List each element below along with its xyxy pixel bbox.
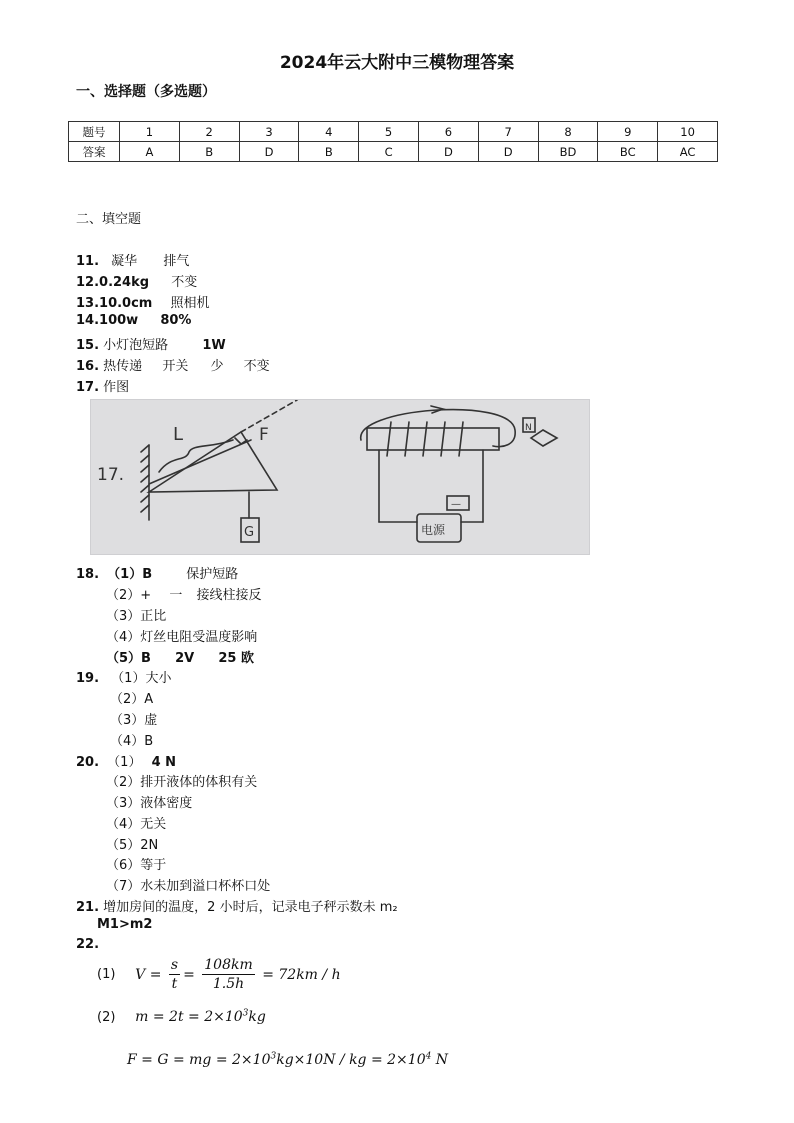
answer-line-19-2: （2）A [110,692,154,707]
figure-label-N: N [525,423,532,433]
answer-text: 保护短路 [186,567,239,582]
header-cell: 题号 [69,122,120,142]
question-number: 22. [76,937,100,952]
answer-line-19-3: （3）虚 [110,713,158,728]
number-cell: 1 [120,122,180,142]
answer-line-16 [76,355,270,374]
answer-line-15 [76,334,226,353]
answer-text: 0.24kg [99,275,150,290]
formula-lhs: V = [135,966,162,983]
numerator: 108km [204,957,253,973]
question-number: 19. [76,671,100,686]
answer-line-19-4: （4）B [110,734,154,749]
denominator: t [171,976,178,992]
answer-text: 增加房间的温度，2 小时后，记录电子秤示数未 m₂ [103,900,398,915]
answer-text: （5）B [106,651,151,666]
part-label: (2) [97,1009,116,1025]
header-cell: 答案 [69,142,120,162]
answer-line-11 [76,250,189,269]
table-row-numbers [69,122,718,142]
answer-text: 80% [160,313,192,328]
formula-22-3 [127,1049,448,1068]
answer-cell: BC [598,142,658,162]
number-cell: 4 [299,122,359,142]
answer-line-12 [76,271,197,290]
answer-cell: B [299,142,359,162]
part-label: (1) [97,967,116,982]
answer-text: 1W [202,338,226,353]
answer-text: 凝华 [111,254,138,269]
number-cell: 9 [598,122,658,142]
formula-text [135,1009,266,1025]
answer-line-20-5: （5）2N [106,838,159,853]
question-number: 18. [76,567,100,582]
answer-text: 4 N [151,755,177,770]
answer-cell: C [359,142,419,162]
answer-text: 接线柱接反 [196,588,262,603]
answer-text: 开关 [162,359,189,374]
answer-text: 一 [169,588,183,603]
exponent: 3 [242,1008,249,1018]
answer-text: 不变 [243,359,270,374]
answer-cell: A [120,142,180,162]
question-number: 13. [76,296,100,311]
table-row-answers [69,142,718,162]
equals: = [183,966,195,983]
answer-line-18-5 [106,647,254,666]
answer-table [68,121,718,162]
number-cell: 3 [239,122,299,142]
answer-line-21-b: M1>m2 [97,917,153,932]
number-cell: 5 [359,122,419,142]
formula-22-2 [97,1008,266,1025]
exponent: 3 [270,1051,277,1062]
answer-line-13 [76,292,210,311]
section-choice-heading: 一、选择题（多选题） [76,84,216,100]
question-number: 15. [76,338,100,353]
figure-label-L: L [173,424,184,445]
answer-text: 照相机 [170,296,210,311]
figure-label-power: 电源 [421,523,446,537]
answer-line-19-1 [76,667,171,686]
numerator: s [170,957,179,973]
answer-line-18-1 [76,563,238,582]
answer-text: （1） [107,755,142,770]
figure-label-minus: — [451,499,461,510]
answer-text: （1）大小 [111,671,172,686]
question-number: 16. [76,359,100,374]
answer-text: （1）B [107,567,153,582]
number-cell: 8 [538,122,598,142]
answer-text: 排气 [163,254,190,269]
formula-text [127,1052,448,1068]
formula-unit: N [435,1052,449,1068]
number-cell: 2 [179,122,239,142]
answer-line-20-1 [76,751,176,770]
question-number: 14. [76,313,100,328]
answer-line-22 [76,937,99,952]
formula-result: = 72km / h [262,966,341,983]
answer-line-20-2: （2）排开液体的体积有关 [106,775,258,790]
answer-line-20-6: （6）等于 [106,858,167,873]
formula-unit: kg [248,1008,266,1025]
answer-cell: BD [538,142,598,162]
figure-label-17: 17. [97,465,125,485]
page-title: 2024年云大附中三模物理答案 [279,53,515,73]
figure-label-G: G [244,525,255,540]
answer-text: 少 [210,359,224,374]
answer-line-20-7: （7）水未加到溢口杯杯口处 [106,879,271,894]
answer-text: 热传递 [103,359,143,374]
answer-line-18-4: （4）灯丝电阻受温度影响 [106,630,258,645]
answer-line-21 [76,896,398,915]
question-number: 12. [76,275,100,290]
answer-text: 2V [175,651,195,666]
answer-line-14 [76,313,191,328]
answer-cell: AC [658,142,718,162]
question-number: 17. [76,380,100,395]
fraction-distance-time [202,957,254,992]
answer-cell: D [239,142,299,162]
answer-cell: D [478,142,538,162]
formula-part: F = G = mg = 2×10 [127,1052,271,1068]
formula-part: kg×10N / kg = 2×10 [276,1052,426,1068]
number-cell: 10 [658,122,718,142]
number-cell: 6 [418,122,478,142]
answer-line-18-3: （3）正比 [106,609,167,624]
formula-text [135,957,341,992]
question-number: 20. [76,755,100,770]
hand-drawn-figure [90,399,590,555]
answer-text: （2）+ [106,588,152,603]
answer-line-18-2 [106,584,261,603]
answer-text: 10.0cm [99,296,153,311]
fraction-s-t [169,957,180,992]
figure-drawing [91,400,589,554]
exponent: 4 [425,1051,432,1062]
number-cell: 7 [478,122,538,142]
answer-text: 100w [99,313,139,328]
figure-label-F: F [259,425,269,445]
answer-text: 25 欧 [218,651,254,666]
answer-text: 作图 [103,380,130,395]
answer-cell: D [418,142,478,162]
answer-line-17 [76,376,129,395]
answer-line-20-4: （4）无关 [106,817,167,832]
answer-line-20-3: （3）液体密度 [106,796,193,811]
question-number: 11. [76,254,100,269]
section-fill-heading: 二、填空题 [76,212,142,227]
denominator: 1.5h [212,976,245,992]
answer-text: 不变 [171,275,198,290]
formula-22-1 [97,957,341,992]
formula-part: m = 2t = 2×10 [135,1008,243,1025]
question-number: 21. [76,900,100,915]
answer-text: 小灯泡短路 [103,338,169,353]
answer-cell: B [179,142,239,162]
